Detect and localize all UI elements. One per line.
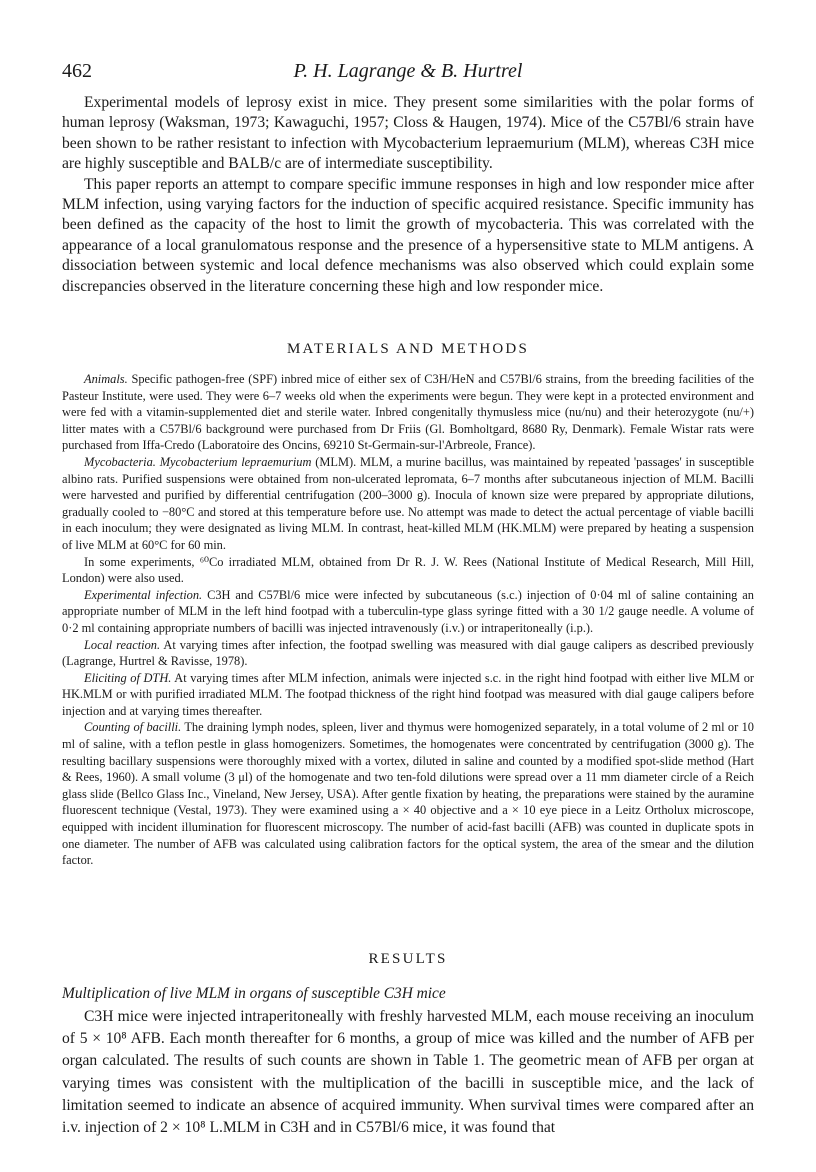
page-header xyxy=(62,60,754,86)
local-reaction-subhead: Local reaction. xyxy=(84,637,161,652)
results-subheading: Multiplication of live MLM in organs of susceptible C3H mice xyxy=(62,985,446,1002)
mycobacteria-subhead: Mycobacteria. Mycobacterium lepraemurium xyxy=(84,454,312,469)
running-head-authors: P. H. Lagrange & B. Hurtrel xyxy=(293,60,523,82)
methods-heading: MATERIALS AND METHODS xyxy=(286,341,530,357)
materials-and-methods xyxy=(62,371,754,869)
mycobacteria-text: (MLM). MLM, a murine bacillus, was maintained by repeated 'passages' in susceptible albino rats. Purified suspensions were obtained from non-ulcerated lepromata, 6–7 months after subcutaneous injection of MLM. Bacilli were harvested and purified by differential centrifugation (200–3000 g). Inocula of known size were prepared by appropriate dilutions, gradually cooled to −80°C and stored at this temperature before use. No attempt was made to detect the actual percentage of viable bacilli in each inoculum; they were designated as living MLM. In contrast, heat-killed MLM (HK.MLM) were prepared by heating a suspension of live MLM at 60°C for 60 min. xyxy=(62,454,754,552)
animals-paragraph xyxy=(62,371,754,454)
local-reaction-paragraph xyxy=(62,637,754,670)
counting-paragraph xyxy=(62,719,754,868)
dth-text: At varying times after MLM infection, animals were injected s.c. in the right hind footpad with either live MLM or HK.MLM or with purified irradiated MLM. The footpad thickness of the right hind footpad was measured with dial gauge calipers before injection and at varying times thereafter. xyxy=(62,670,755,718)
infection-text: C3H and C57Bl/6 mice were infected by subcutaneous (s.c.) injection of 0·04 ml of saline containing an appropriate number of MLM in the left hind footpad with a tuberculin-type glass syringe fitted with a 30 1/2 gauge needle. A volume of 0·2 ml containing appropriate numbers of bacilli was injected intravenously (i.v.) or intraperitoneally (i.p.). xyxy=(62,587,754,635)
results-body xyxy=(62,1006,754,1139)
dth-subhead: Eliciting of DTH. xyxy=(84,670,172,685)
mycobacteria-paragraph xyxy=(62,454,754,554)
introduction xyxy=(62,93,754,297)
infection-paragraph xyxy=(62,587,754,637)
intro-paragraph-2: This paper reports an attempt to compare specific immune responses in high and low responder mice after MLM infection, using varying factors for the induction of specific acquired resistance. Specific immunity has been defined as the capacity of the host to limit the growth of mycobacteria. This was correlated with the appearance of a local granulomatous response and the presence of a hypersensitive state to MLM antigens. A dissociation between systemic and local defence mechanisms was also observed which could explain some discrepancies observed in the literature concerning these high and low responder mice. xyxy=(62,175,754,295)
animals-subhead: Animals. xyxy=(84,372,128,386)
animals-text: Specific pathogen-free (SPF) inbred mice of either sex of C3H/HeN and C57Bl/6 strains, from the breeding facilities of the Pasteur Institute, were used. They were 6–7 weeks old when the experiments were begun. They were kept in a protected environment and were fed with a vitamin-supplemented diet and sterile water. Inbred congenitally thymusless mice (nu/nu) and their heterozygote (nu/+) litter mates with a C57Bl/6 background were purchased from Dr Friis (Gl. Bomholtgard, 8680 Ry, Denmark). Female Wistar rats were purchased from Iffa-Credo (Laboratoire des Oncins, 69210 St-Germain-sur-l'Arbreole, France). xyxy=(62,372,754,453)
results-heading: RESULTS xyxy=(368,951,448,967)
dth-paragraph xyxy=(62,670,754,720)
counting-subhead: Counting of bacilli. xyxy=(84,720,182,735)
local-reaction-text: At varying times after infection, the footpad swelling was measured with dial gauge calipers as described previously (Lagrange, Hurtrel & Ravisse, 1978). xyxy=(62,637,754,669)
irradiated-mlm-paragraph: In some experiments, ⁶⁰Co irradiated MLM, obtained from Dr R. J. W. Rees (National Institute of Medical Research, Mill Hill, London) were also used. xyxy=(62,554,754,586)
results-paragraph-1: C3H mice were injected intraperitoneally with freshly harvested MLM, each mouse receiving an inoculum of 5 × 10⁸ AFB. Each month thereafter for 6 months, a group of mice was killed and the number of AFB per organ calculated. The results of such counts are shown in Table 1. The geometric mean of AFB per organ at varying times was consistent with the multiplication of the bacilli in susceptible mice, and the lack of limitation seemed to indicate an absence of acquired immunity. When survival times were compared after an i.v. injection of 2 × 10⁸ L.MLM in C3H and in C57Bl/6 mice, it was found that xyxy=(62,1008,754,1137)
infection-subhead: Experimental infection. xyxy=(84,587,203,602)
counting-text: The draining lymph nodes, spleen, liver and thymus were homogenized separately, in a total volume of 2 ml or 10 ml of saline, with a teflon pestle in glass homogenizers. Sometimes, the homogenates were concentrated by centrifugation (3000 g). The resulting bacillary suspensions were thoroughly mixed with a vortex, diluted in saline and counted by a modified spot-slide method (Hart & Rees, 1960). A small volume (3 μl) of the homogenate and two ten-fold dilutions were spread over a 11 mm diameter circle of a Reich glass slide (Bellco Glass Inc., Vineland, New Jersey, USA). After gentle fixation by heating, the preparations were stained by the auramine fluorescent technique (Vestal, 1973). They were examined using a × 40 objective and a × 10 eye piece in a Leitz Ortholux microscope, equipped with incident illumination for fluorescent microscopy. The number of acid-fast bacilli (AFB) was counted in duplicate spots in one diameter. The number of AFB was calculated using calibration factors for the optical system, the area of the smear and the dilution factor. xyxy=(62,720,754,868)
intro-paragraph-1: Experimental models of leprosy exist in mice. They present some similarities with the polar forms of human leprosy (Waksman, 1973; Kawaguchi, 1957; Closs & Haugen, 1974). Mice of the C57Bl/6 strain have been shown to be rather resistant to infection with Mycobacterium lepraemurium (MLM), whereas C3H mice are highly susceptible and BALB/c are of intermediate susceptibility. xyxy=(62,94,754,173)
page-number: 462 xyxy=(62,60,92,82)
